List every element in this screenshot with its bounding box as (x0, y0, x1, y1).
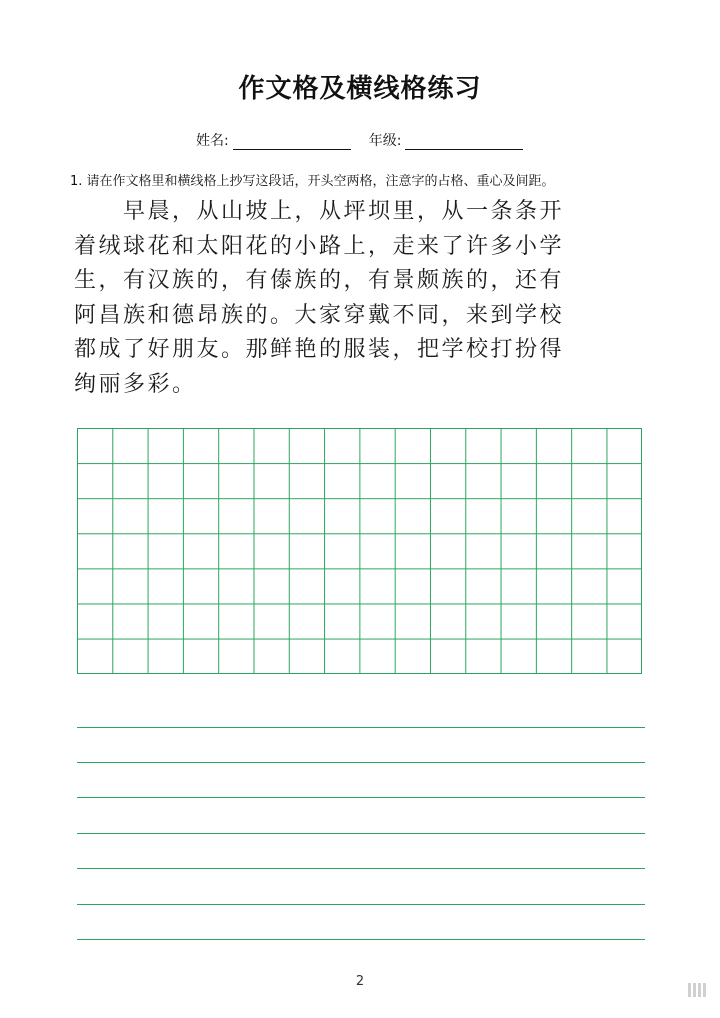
passage-line: 着绒球花和太阳花的小路上，走来了许多小学 (74, 233, 565, 259)
watermark-logo (688, 983, 706, 997)
grade-label: 年级: (368, 133, 402, 149)
ruled-line[interactable] (77, 727, 645, 728)
composition-grid[interactable] (77, 428, 642, 674)
passage-line: 都成了好朋友。那鲜艳的服装，把学校打扮得 (74, 337, 565, 362)
passage-line: 早晨，从山坡上，从坪坝里，从一条条开 (74, 199, 565, 224)
watermark-bars-icon (688, 983, 706, 997)
passage-line: 绚丽多彩。 (74, 371, 197, 397)
ruled-line[interactable] (77, 939, 645, 940)
ruled-line[interactable] (77, 868, 645, 869)
model-passage (74, 195, 644, 402)
grade-field[interactable] (405, 133, 523, 150)
page-title: 作文格及横线格练习 (238, 74, 482, 104)
name-label: 姓名: (196, 133, 229, 149)
passage-line: 生，有汉族的，有傣族的，有景颇族的，还有 (74, 268, 565, 293)
instruction-text: 1. 请在作文格里和横线格上抄写这段话，开头空两格，注意字的占格、重心及间距。 (70, 174, 555, 189)
student-info-row (196, 128, 523, 150)
ruled-line[interactable] (77, 904, 645, 905)
page-number: 2 (355, 974, 365, 989)
passage-line: 阿昌族和德昂族的。大家穿戴不同，来到学校 (74, 302, 565, 328)
ruled-line[interactable] (77, 833, 645, 834)
ruled-line[interactable] (77, 762, 645, 763)
ruled-line[interactable] (77, 797, 645, 798)
name-field[interactable] (233, 133, 351, 150)
